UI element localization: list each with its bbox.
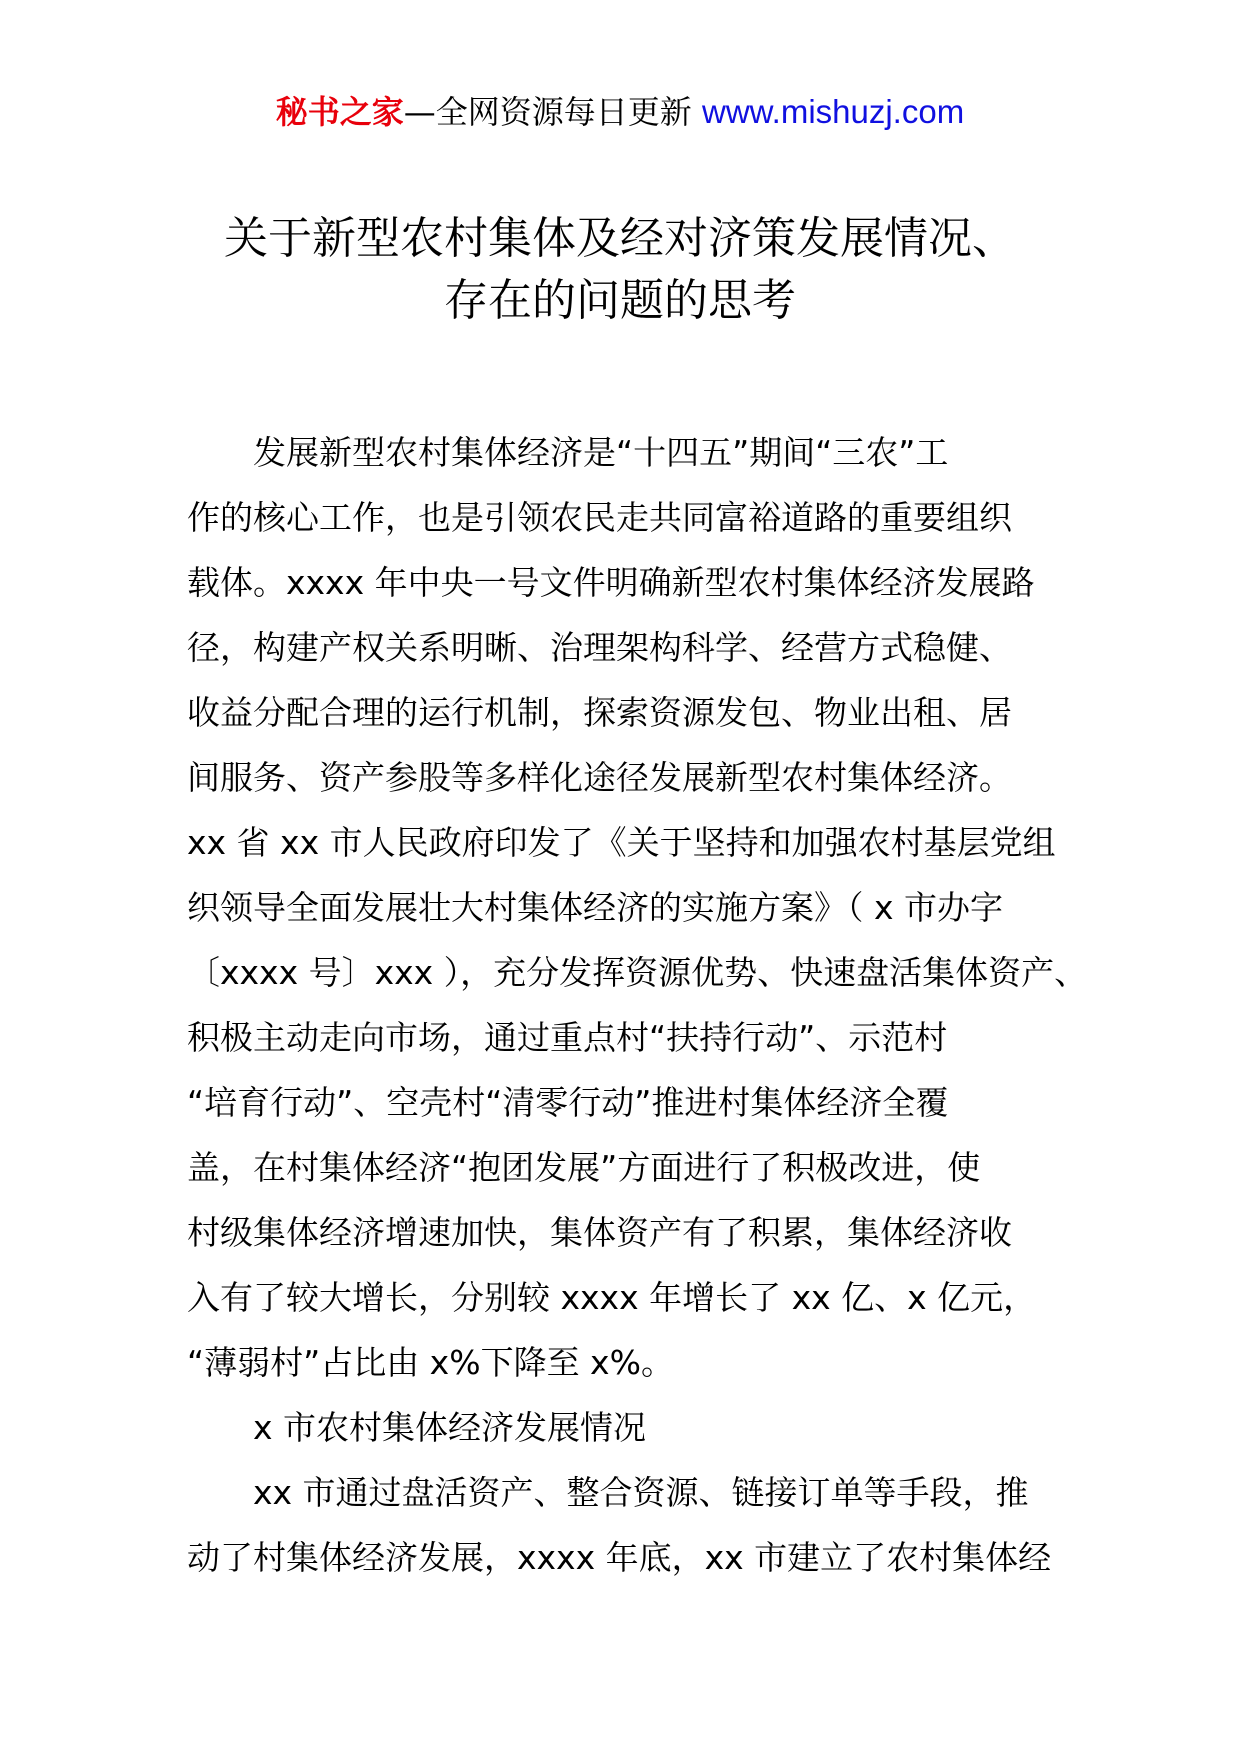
body-line: xx 省 xx 市人民政府印发了《关于坚持和加强农村基层党组 xyxy=(187,823,1056,862)
section-heading: x 市农村集体经济发展情况 xyxy=(253,1408,647,1447)
body-line: 发展新型农村集体经济是“十四五”期间“三农”工 xyxy=(253,433,949,472)
body-line: xx 市通过盘活资产、整合资源、链接订单等手段，推 xyxy=(253,1473,1029,1512)
body-line: 载体。xxxx 年中央一号文件明确新型农村集体经济发展路 xyxy=(187,563,1035,602)
body-line: 织领导全面发展壮大村集体经济的实施方案》（ x 市办字 xyxy=(187,888,1004,927)
title-line-1: 关于新型农村集体及经对济策发展情况、 xyxy=(224,213,1016,264)
body-line: 村级集体经济增速加快，集体资产有了积累，集体经济收 xyxy=(187,1213,1012,1252)
body-line: 径，构建产权关系明晰、治理架构科学、经营方式稳健、 xyxy=(187,628,1012,667)
body-line: “薄弱村”占比由 x%下降至 x%。 xyxy=(187,1343,674,1382)
body-line: 〔xxxx 号〕xxx ），充分发挥资源优势、快速盘活集体资产、 xyxy=(187,953,1088,992)
body-line: 间服务、资产参股等多样化途径发展新型农村集体经济。 xyxy=(187,758,1012,797)
site-tagline: —全网资源每日更新 xyxy=(403,93,692,131)
document-title xyxy=(150,208,1090,332)
site-url-link[interactable]: www.mishuzj.com xyxy=(701,93,965,130)
body-line: 作的核心工作，也是引领农民走共同富裕道路的重要组织 xyxy=(187,498,1012,537)
body-line: “培育行动”、空壳村“清零行动”推进村集体经济全覆 xyxy=(187,1083,949,1122)
site-header xyxy=(0,92,1240,132)
title-line-2: 存在的问题的思考 xyxy=(444,275,796,326)
body-line: 积极主动走向市场，通过重点村“扶持行动”、示范村 xyxy=(187,1018,948,1057)
body-line: 动了村集体经济发展，xxxx 年底，xx 市建立了农村集体经 xyxy=(187,1538,1052,1577)
body-line: 盖，在村集体经济“抱团发展”方面进行了积极改进，使 xyxy=(187,1148,981,1187)
document-body xyxy=(187,420,1088,1590)
site-brand: 秘书之家 xyxy=(275,93,404,131)
body-line: 入有了较大增长，分别较 xxxx 年增长了 xx 亿、x 亿元， xyxy=(187,1278,1037,1317)
body-line: 收益分配合理的运行机制，探索资源发包、物业出租、居 xyxy=(187,693,1012,732)
